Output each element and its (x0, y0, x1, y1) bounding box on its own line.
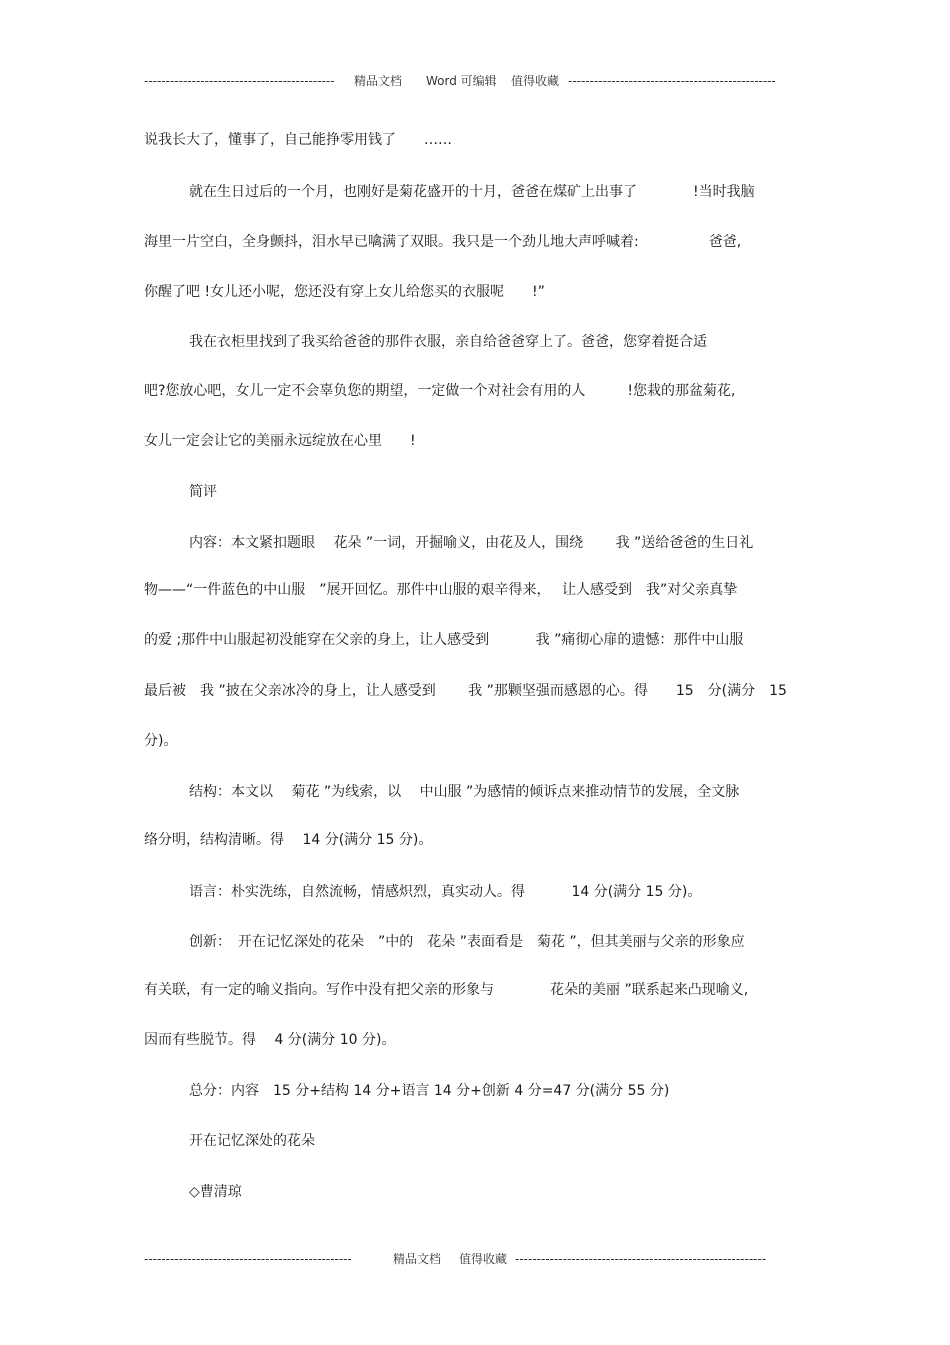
body-line-7: 女儿一定会让它的美丽永远绽放在心里 ! (144, 433, 416, 449)
review-content-line-5: 分)。 (144, 733, 178, 749)
essay-title: 开在记忆深处的花朵 (189, 1133, 315, 1149)
review-content-line-3: 的爱 ;那件中山服起初没能穿在父亲的身上，让人感受到 我 ”痛彻心扉的遗憾：那件中山服 (144, 632, 744, 648)
footer-dashes-left: ------------------------------------------------ (144, 1252, 352, 1266)
body-line-6: 吧?您放心吧，女儿一定不会辜负您的期望，一定做一个对社会有用的人 !您栽的那盆菊花, (144, 383, 736, 399)
footer-label-boutique: 精品文档 (393, 1252, 442, 1266)
header-label-editable: Word 可编辑 (426, 74, 497, 88)
footer-dashes-right: ---------------------------------------------------------- (515, 1252, 767, 1266)
footer-label-collect: 值得收藏 (459, 1252, 508, 1266)
review-innovation-line-3: 因而有些脱节。得 4 分(满分 10 分)。 (144, 1032, 396, 1048)
review-structure-line-1: 结构：本文以 菊花 ”为线索，以 中山服 ”为感情的倾诉点来推动情节的发展，全文脉 (189, 784, 740, 800)
body-line-5: 我在衣柜里找到了我买给爸爸的那件衣服，亲自给爸爸穿上了。爸爸，您穿着挺合适 (189, 334, 707, 350)
section-heading-review: 简评 (189, 484, 217, 500)
review-content-line-1: 内容：本文紧扣题眼 花朵 ”一词，开掘喻义，由花及人，围绕 我 ”送给爸爸的生日礼 (189, 535, 754, 551)
review-innovation-line-2: 有关联，有一定的喻义指向。写作中没有把父亲的形象与 花朵的美丽 ”联系起来凸现喻义, (144, 982, 749, 998)
review-content-line-2: 物——“一件蓝色的中山服 ”展开回忆。那件中山服的艰辛得来， 让人感受到 我”对父亲真挚 (144, 582, 738, 598)
body-line-4: 你醒了吧 !女儿还小呢，您还没有穿上女儿给您买的衣服呢 !” (144, 284, 545, 300)
page-footer (0, 1249, 950, 1269)
total-score-line: 总分：内容 15 分+结构 14 分+语言 14 分+创新 4 分=47 分(满分 55 分) (189, 1083, 670, 1099)
body-line-2: 就在生日过后的一个月，也刚好是菊花盛开的十月，爸爸在煤矿上出事了 !当时我脑 (189, 184, 755, 200)
header-dashes-right: ------------------------------------------------ (568, 74, 776, 88)
review-innovation-line-1: 创新： 开在记忆深处的花朵 ”中的 花朵 ”表面看是 菊花 ”，但其美丽与父亲的形象应 (189, 934, 745, 950)
review-content-line-4: 最后被 我 ”披在父亲冰冷的身上，让人感受到 我 ”那颗坚强而感恩的心。得 15 分(满分 15 (144, 683, 787, 699)
page-header (0, 71, 950, 91)
review-language-line: 语言：朴实洗练，自然流畅，情感炽烈，真实动人。得 14 分(满分 15 分)。 (189, 884, 702, 900)
header-label-boutique: 精品文档 (354, 74, 403, 88)
body-line-1: 说我长大了，懂事了，自己能挣零用钱了 …… (144, 132, 452, 148)
body-line-3: 海里一片空白，全身颤抖，泪水早已噙满了双眼。我只是一个劲儿地大声呼喊着: 爸爸, (144, 234, 742, 250)
essay-author: ◇曹清琼 (189, 1184, 242, 1200)
header-label-collect: 值得收藏 (511, 74, 560, 88)
header-dashes-left: -------------------------------------------- (144, 74, 335, 88)
review-structure-line-2: 络分明，结构清晰。得 14 分(满分 15 分)。 (144, 832, 433, 848)
